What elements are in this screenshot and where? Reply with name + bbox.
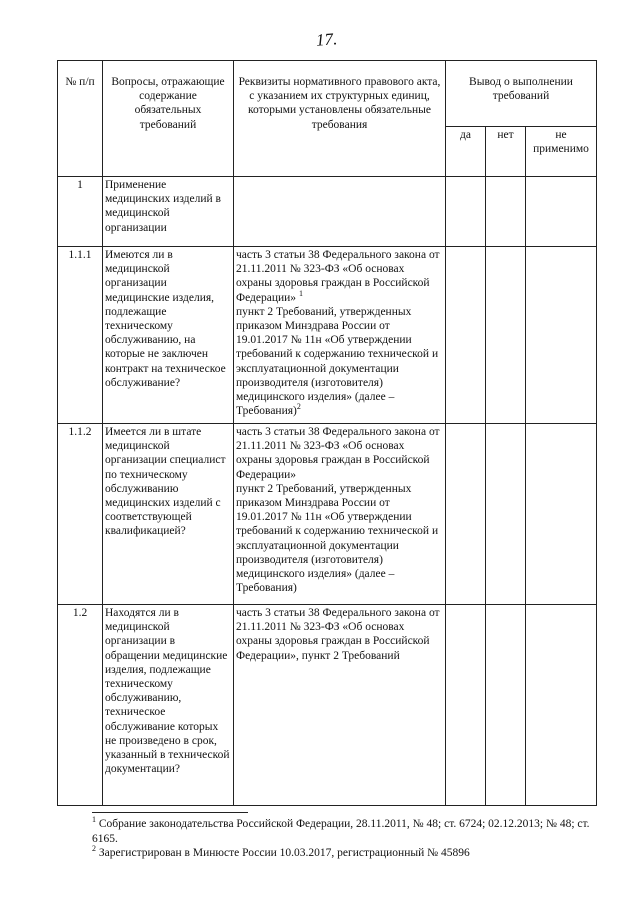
requisite-order-reference: пункт 2 Требований, утвержденных приказом Минздрава России от 19.01.2017 № 11н «Об утверждении требований к содержанию технической и эксплуатационной документации производителя (изготовителя) медицинского изделия» (далее – Требования) bbox=[236, 305, 439, 418]
cell-not-applicable[interactable] bbox=[526, 247, 597, 424]
row-number: 1.2 bbox=[58, 605, 103, 806]
cell-not-applicable[interactable] bbox=[526, 177, 597, 247]
footnote-1-text: Собрание законодательства Российской Федерации, 28.11.2011, № 48; ст. 6724; 02.12.2013; № 48; ст. 6165. bbox=[92, 818, 590, 845]
header-no: нет bbox=[486, 127, 526, 177]
row-requisites bbox=[234, 247, 446, 424]
row-requisites bbox=[234, 177, 446, 247]
requisite-order-reference: пункт 2 Требований, утвержденных приказом Минздрава России от 19.01.2017 № 11н «Об утверждении требований к содержанию технической и эксплуатационной документации производителя (изготовителя) медицинского изделия» (далее – Требования) bbox=[236, 482, 439, 595]
cell-yes[interactable] bbox=[446, 177, 486, 247]
table-row bbox=[58, 177, 597, 247]
header-requisites: Реквизиты нормативного правового акта, с указанием их структурных единиц, которыми установлены обязательные требования bbox=[234, 61, 446, 177]
cell-yes[interactable] bbox=[446, 605, 486, 806]
table-row bbox=[58, 605, 597, 806]
header-conclusion: Вывод о выполнении требований bbox=[446, 61, 597, 127]
footnote-2 bbox=[92, 846, 600, 861]
footnote-1-mark: 1 bbox=[92, 815, 96, 825]
header-number: № п/п bbox=[58, 61, 103, 177]
table-header-row bbox=[58, 61, 597, 127]
row-number: 1 bbox=[58, 177, 103, 247]
cell-not-applicable[interactable] bbox=[526, 424, 597, 605]
footnotes bbox=[92, 817, 600, 861]
footnote-separator bbox=[92, 812, 248, 813]
header-not-applicable: не применимо bbox=[526, 127, 597, 177]
requisite-law-reference: часть 3 статьи 38 Федерального закона от 21.11.2011 № 323-ФЗ «Об основах охраны здоровья граждан в Российской Федерации» bbox=[236, 426, 440, 481]
cell-no[interactable] bbox=[486, 177, 526, 247]
row-question: Находятся ли в медицинской организации в обращении медицинские изделия, подлежащие техническому обслуживанию, техническое обслуживание которых не произведено в срок, указанный в технической документации? bbox=[103, 605, 234, 806]
requisite-law-reference: часть 3 статьи 38 Федерального закона от 21.11.2011 № 323-ФЗ «Об основах охраны здоровья граждан в Российской Федерации» bbox=[236, 249, 440, 304]
footnote-1 bbox=[92, 817, 600, 846]
cell-no[interactable] bbox=[486, 247, 526, 424]
row-question: Имеются ли в медицинской организации медицинские изделия, подлежащие техническому обслуживанию, на которые не заключен контракт на техническое обслуживание? bbox=[103, 247, 234, 424]
row-question: Применение медицинских изделий в медицинской организации bbox=[103, 177, 234, 247]
table-row bbox=[58, 247, 597, 424]
cell-no[interactable] bbox=[486, 424, 526, 605]
footnote-2-mark: 2 bbox=[92, 844, 96, 854]
row-question: Имеется ли в штате медицинской организации специалист по техническому обслуживанию медицинских изделий с соответствующей квалификацией? bbox=[103, 424, 234, 605]
footnote-2-text: Зарегистрирован в Минюсте России 10.03.2017, регистрационный № 45896 bbox=[98, 847, 470, 859]
table-row bbox=[58, 424, 597, 605]
cell-no[interactable] bbox=[486, 605, 526, 806]
row-number: 1.1.2 bbox=[58, 424, 103, 605]
cell-yes[interactable] bbox=[446, 247, 486, 424]
header-questions: Вопросы, отражающие содержание обязательных требований bbox=[103, 61, 234, 177]
footnote-ref-2: 2 bbox=[296, 402, 301, 412]
row-requisites bbox=[234, 424, 446, 605]
page-number: 17. bbox=[315, 29, 338, 50]
row-requisites: часть 3 статьи 38 Федерального закона от 21.11.2011 № 323-ФЗ «Об основах охраны здоровья граждан в Российской Федерации», пункт 2 Требований bbox=[234, 605, 446, 806]
requirements-checklist-table bbox=[57, 60, 597, 806]
header-yes: да bbox=[446, 127, 486, 177]
footnote-ref-1: 1 bbox=[298, 288, 303, 298]
cell-yes[interactable] bbox=[446, 424, 486, 605]
cell-not-applicable[interactable] bbox=[526, 605, 597, 806]
row-number: 1.1.1 bbox=[58, 247, 103, 424]
